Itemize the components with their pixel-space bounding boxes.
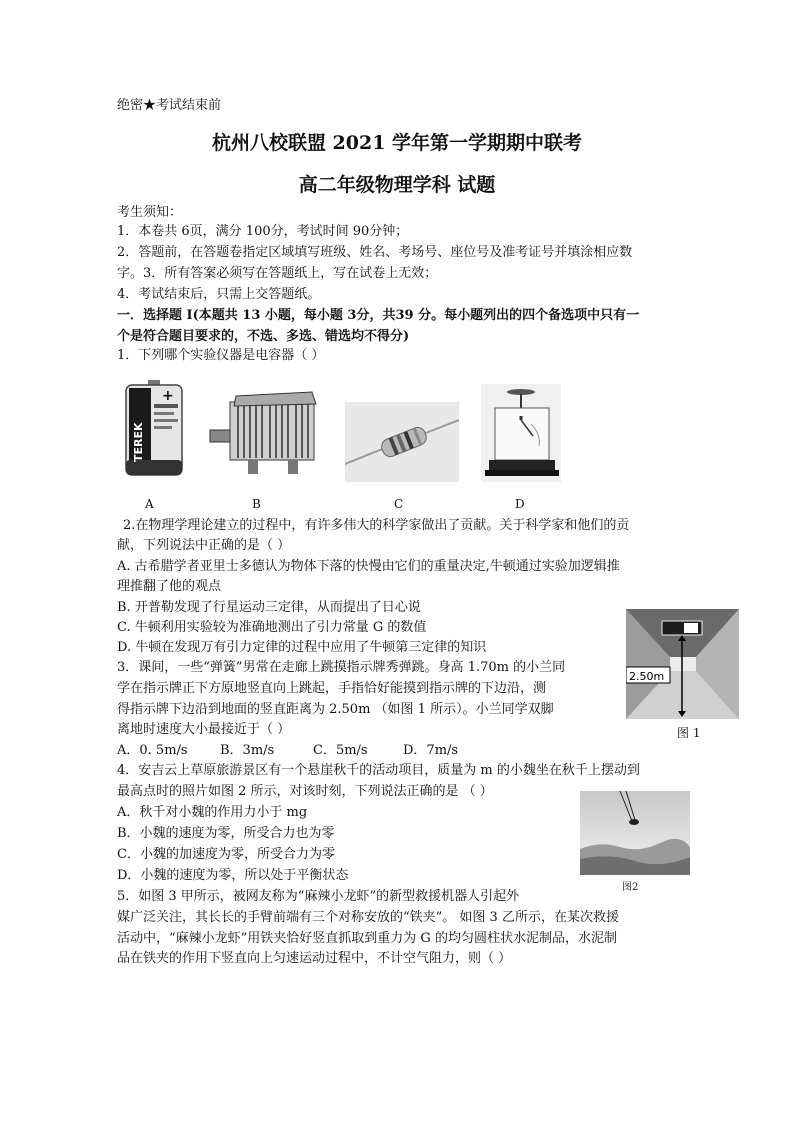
figure-2-caption: 图2 [622,882,639,893]
resistor-image [345,402,459,482]
q3-text: 离地时速度大小最接近于（ ） [117,722,291,737]
corridor-figure [626,609,739,719]
q1-option-label: C [394,497,404,511]
notice-item: 字。3．所有答案必须写在答题纸上，写在试卷上无效； [117,266,438,281]
q1-option-label: A [145,497,154,511]
q5-text: 活动中，“麻辣小龙虾”用铁夹恰好竖直抓取到重力为 G 的均匀圆柱状水泥制品，水泥制 [117,931,617,946]
section-heading: 个是符合题目要求的，不选、多选、错选均不得分) [117,329,410,344]
q1-option-label: D [515,497,525,511]
q2-text: 2.在物理学理论建立的过程中，有许多伟大的科学家做出了贡献。关于科学家和他们的贡 [123,518,630,533]
notice-heading: 考生须知： [117,205,183,220]
notice-item: 4．考试结束后，只需上交答题纸。 [117,287,321,302]
q2-option: 理推翻了他的观点 [117,579,222,594]
height-label: 2.50m [629,670,665,683]
q1-option-label: B [252,497,261,511]
q5-text: 5．如图 3 甲所示，被网友称为“麻辣小龙虾”的新型救援机器人引起外 [117,889,520,904]
svg-text:+: + [162,388,174,404]
q3-option: C．5m/s [313,743,368,758]
q4-option: C．小魏的加速度为零，所受合力为零 [117,847,335,862]
cliff-swing-figure [580,791,690,875]
q4-text: 最高点时的照片如图 2 所示，对该时刻，下列说法正确的是 （ ） [117,784,493,799]
q2-option: A. 古希腊学者亚里士多德认为物体下落的快慢由它们的重量决定,牛顿通过实验加逻辑推 [117,559,620,574]
q4-option: D．小魏的速度为零，所以处于平衡状态 [117,868,349,883]
q5-text: 品在铁夹的作用下竖直向上匀速运动过程中，不计空气阻力，则（ ） [117,951,512,966]
q1-stem: 1．下列哪个实验仪器是电容器（ ） [117,348,325,363]
exam-subtitle: 高二年级物理学科 试题 [298,174,496,196]
q3-text: 学在指示牌正下方原地竖直向上跳起，手指恰好能摸到指示牌的下边沿，测 [117,681,547,696]
q3-option: B．3m/s [220,743,275,758]
q4-text: 4．安吉云上草原旅游景区有一个悬崖秋千的活动项目，质量为 m 的小魏坐在秋千上摆动到 [117,763,640,778]
notice-item: 1．本卷共 6页，满分 100分，考试时间 90分钟； [117,224,409,239]
q2-text: 献，下列说法中正确的是（ ） [117,538,291,553]
exam-title: 杭州八校联盟 2021 学年第一学期期中联考 [211,132,583,154]
battery-image [120,378,186,480]
q3-text: 得指示牌下边沿到地面的竖直距离为 2.50m （如图 1 所示）。小兰同学双脚 [117,702,554,717]
q3-option: D．7m/s [403,743,459,758]
figure-1-caption: 图 1 [677,726,701,740]
section-heading: 一．选择题 I(本题共 13 小题，每小题 3分，共39 分。每小题列出的四个备选项中只有一 [117,308,640,323]
battery-brand-text: TEREK [132,422,145,462]
q3-option: A．0. 5m/s [117,743,188,758]
q3-text: 3．课间，一些“弹簧”男常在走廊上跳摸指示牌秀弹跳。身高 1.70m 的小兰同 [117,660,566,675]
q2-option: D. 牛顿在发现万有引力定律的过程中应用了牛顿第三定律的知识 [117,640,487,655]
variable-capacitor-image [208,386,320,478]
notice-item: 2．答题前，在答题卷指定区域填写班级、姓名、考场号、座位号及准考证号并填涂相应数 [117,245,633,260]
q4-option: A．秋千对小魏的作用力小于 mg [117,805,308,820]
electroscope-image [481,384,561,482]
confidential-mark: 绝密★考试结束前 [117,98,222,113]
q2-option: C. 牛顿利用实验较为准确地测出了引力常量 G 的数值 [117,620,427,635]
q4-option: B．小魏的速度为零，所受合力也为零 [117,826,335,841]
q2-option: B. 开普勒发现了行星运动三定律，从而提出了日心说 [117,600,421,615]
q5-text: 媒广泛关注，其长长的手臂前端有三个对称安放的“铁夹”。 如图 3 乙所示，在某次救援 [117,910,619,925]
